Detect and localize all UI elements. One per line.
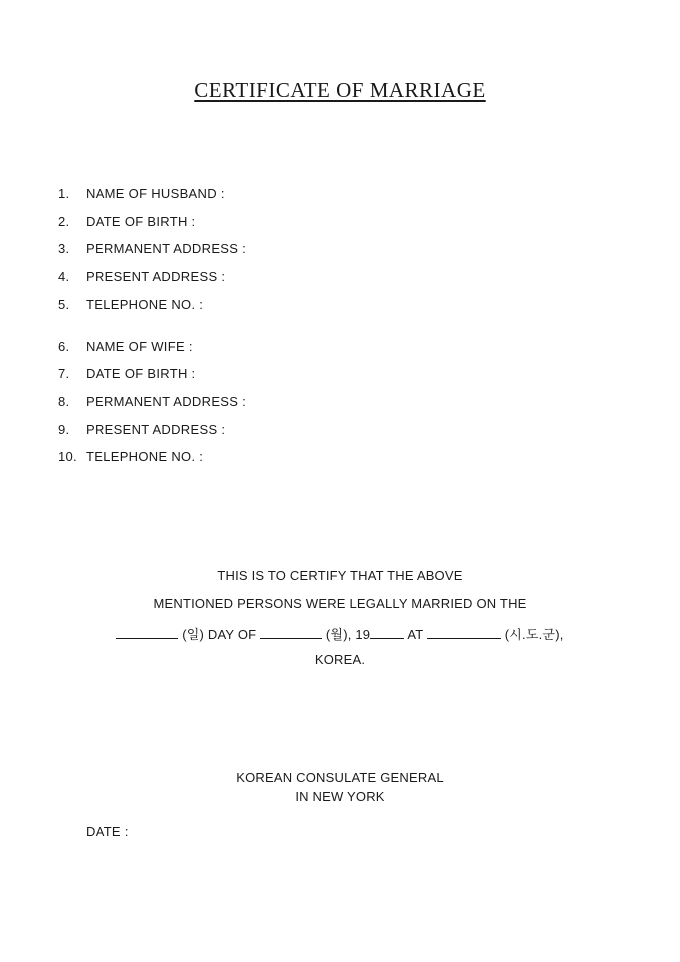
issuer-line-1: KOREAN CONSULATE GENERAL — [236, 770, 444, 785]
husband-present-address-field — [58, 269, 225, 284]
field-number: 9. — [58, 422, 70, 437]
field-label: TELEPHONE NO. : — [86, 449, 204, 464]
city-label: (시.도.군), — [504, 627, 564, 642]
certification-line-2: MENTIONED PERSONS WERE LEGALLY MARRIED ON THE — [153, 596, 527, 611]
month-year-label: (월), 19 — [325, 627, 371, 642]
date-label: DATE : — [86, 824, 129, 839]
field-number: 6. — [58, 339, 70, 354]
field-label: DATE OF BIRTH : — [86, 366, 196, 381]
wife-birth-field — [58, 366, 195, 381]
certification-line-1: THIS IS TO CERTIFY THAT THE ABOVE — [217, 568, 463, 583]
field-number: 8. — [58, 394, 70, 409]
day-blank[interactable] — [116, 628, 178, 639]
issuer-line-2: IN NEW YORK — [295, 789, 385, 804]
field-number: 3. — [58, 241, 70, 256]
husband-birth-field — [58, 214, 195, 229]
certification-line-3 — [0, 624, 680, 643]
field-number: 10. — [58, 449, 77, 464]
field-label: NAME OF HUSBAND : — [86, 186, 225, 201]
year-blank[interactable] — [370, 628, 404, 639]
field-number: 4. — [58, 269, 70, 284]
husband-permanent-address-field — [58, 241, 246, 256]
day-label: (일) DAY OF — [182, 627, 257, 642]
wife-telephone-field — [58, 449, 203, 464]
wife-name-field — [58, 339, 193, 354]
city-blank[interactable] — [427, 628, 501, 639]
field-number: 2. — [58, 214, 70, 229]
field-number: 7. — [58, 366, 70, 381]
field-label: PRESENT ADDRESS : — [86, 269, 226, 284]
field-label: DATE OF BIRTH : — [86, 214, 196, 229]
month-blank[interactable] — [260, 628, 322, 639]
wife-present-address-field — [58, 422, 225, 437]
husband-telephone-field — [58, 297, 203, 312]
field-label: PERMANENT ADDRESS : — [86, 394, 247, 409]
husband-name-field — [58, 186, 225, 201]
document-title: CERTIFICATE OF MARRIAGE — [194, 78, 486, 102]
field-number: 5. — [58, 297, 70, 312]
field-number: 1. — [58, 186, 70, 201]
field-label: NAME OF WIFE : — [86, 339, 193, 354]
field-label: PRESENT ADDRESS : — [86, 422, 226, 437]
field-label: TELEPHONE NO. : — [86, 297, 204, 312]
wife-permanent-address-field — [58, 394, 246, 409]
field-label: PERMANENT ADDRESS : — [86, 241, 247, 256]
certification-line-4: KOREA. — [314, 652, 366, 667]
at-label: AT — [407, 627, 424, 642]
